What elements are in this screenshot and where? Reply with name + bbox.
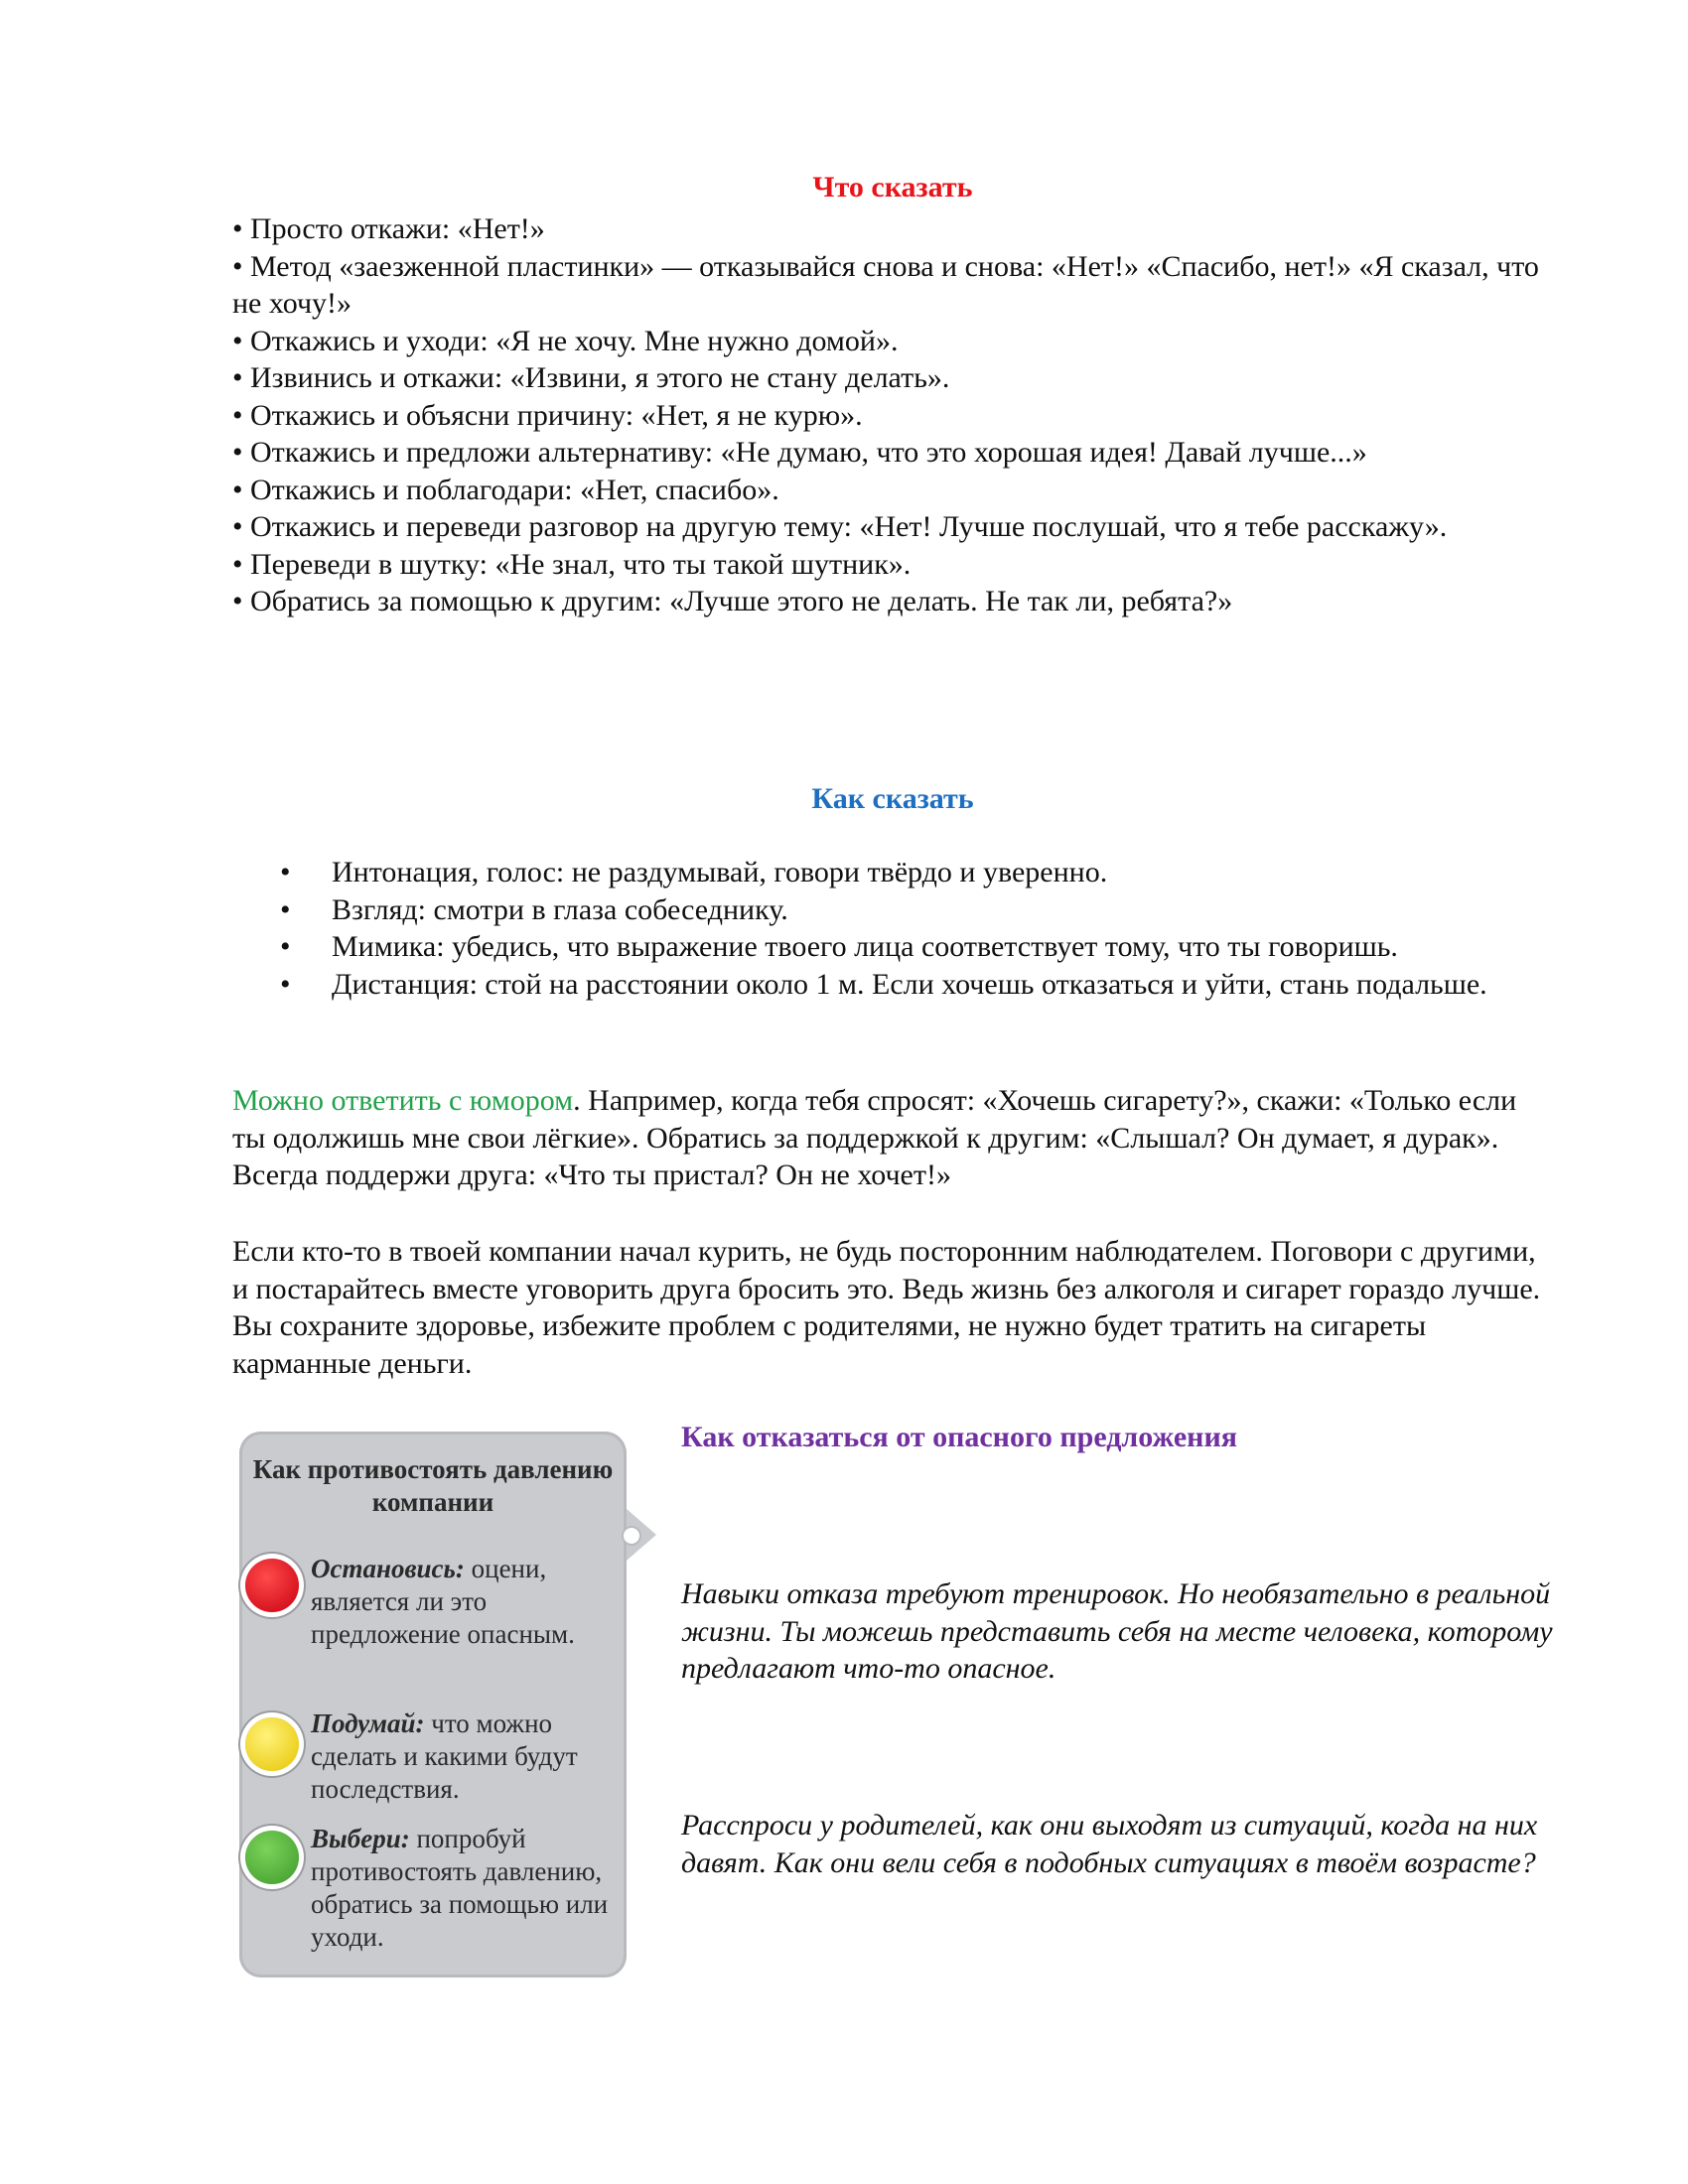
step-label: Выбери: <box>311 1824 410 1853</box>
step-text <box>311 1553 619 1651</box>
step-text <box>311 1707 619 1806</box>
red-light-icon <box>245 1559 299 1612</box>
refusal-skills-paragraph: Навыки отказа требуют тренировок. Но необязательно в реальной жизни. Ты можешь представить себя на месте человека, которому предлагают что-то опасное. <box>681 1577 1553 1685</box>
heading-refuse-offer: Как отказаться от опасного предложения <box>681 1421 1237 1453</box>
list-item: • Откажись и объясни причину: «Нет, я не курю». <box>232 398 863 432</box>
infographic-title: Как противостоять давлению компании <box>252 1454 614 1517</box>
step-label: Остановись: <box>311 1554 465 1583</box>
heading-what-to-say: Что сказать <box>812 171 973 204</box>
list-item: • Откажись и предложи альтернативу: «Не думаю, что это хорошая идея! Давай лучше...» <box>232 436 1367 469</box>
list-item: • Извинись и откажи: «Извини, я этого не стану делать». <box>232 361 950 394</box>
step-description: оцени, является ли это предложение опасным. <box>311 1554 575 1649</box>
list-item: • Мимика: убедись, что выражение твоего лица соответствует тому, что ты говоришь. <box>232 928 1553 966</box>
list-item: • Интонация, голос: не раздумывай, говори твёрдо и уверенно. <box>232 854 1553 891</box>
heading-how-to-say: Как сказать <box>811 782 974 815</box>
step-text <box>311 1823 619 1954</box>
list-item: • Откажись и поблагодари: «Нет, спасибо». <box>232 473 779 506</box>
green-light-icon <box>245 1831 299 1884</box>
how-to-say-list <box>232 854 1553 1003</box>
step-label: Подумай: <box>311 1708 425 1738</box>
step-description: попробуй противостоять давлению, обратись за помощью или уходи. <box>311 1824 609 1952</box>
list-item: • Дистанция: стой на расстоянии около 1 м. Если хочешь отказаться и уйти, стань подальше. <box>232 966 1553 1004</box>
list-item: • Обратись за помощью к другим: «Лучше этого не делать. Не так ли, ребята?» <box>232 585 1233 617</box>
humor-paragraph <box>232 1082 1553 1194</box>
list-item: • Откажись и уходи: «Я не хочу. Мне нужно домой». <box>232 324 899 357</box>
list-item: • Откажись и переведи разговор на другую тему: «Нет! Лучше послушай, что я тебе расскажу». <box>232 510 1448 543</box>
list-item: • Метод «заезженной пластинки» — отказывайся снова и снова: «Нет!» «Спасибо, нет!» «Я сказал, что не хочу!» <box>232 249 1539 320</box>
company-paragraph: Если кто-то в твоей компании начал курить, не будь посторонним наблюдателем. Поговори с другими, и постарайтесь вместе уговорить друга бросить это. Ведь жизнь без алкоголя и сигарет гораздо лучше. Вы сохраните здоровье, избежите проблем с родителями, не нужно будет тратить на сигареты карманные деньги. <box>232 1235 1541 1380</box>
pressure-infographic <box>239 1432 627 1978</box>
step-description: что можно сделать и какими будут последствия. <box>311 1708 578 1804</box>
humor-rest: . Например, когда тебя спросят: «Хочешь сигарету?», скажи: «Только если ты одолжишь мне свои лёгкие». Обратись за поддержкой к другим: «Слышал? Он думает, я дурак». Всегда поддержи друга: «Что ты пристал? Он не хочет!» <box>232 1084 1517 1191</box>
list-item: • Переведи в шутку: «Не знал, что ты такой шутник». <box>232 547 912 581</box>
panel-dot-icon <box>622 1526 641 1546</box>
yellow-light-icon <box>245 1717 299 1771</box>
humor-lead: Можно ответить с юмором <box>232 1084 574 1117</box>
what-to-say-list <box>232 210 1553 620</box>
ask-parents-paragraph: Расспроси у родителей, как они выходят из ситуаций, когда на них давят. Как они вели себя в подобных ситуациях в твоём возрасте? <box>681 1809 1538 1879</box>
list-item: • Взгляд: смотри в глаза собеседнику. <box>232 891 1553 929</box>
list-item: • Просто откажи: «Нет!» <box>232 212 545 245</box>
